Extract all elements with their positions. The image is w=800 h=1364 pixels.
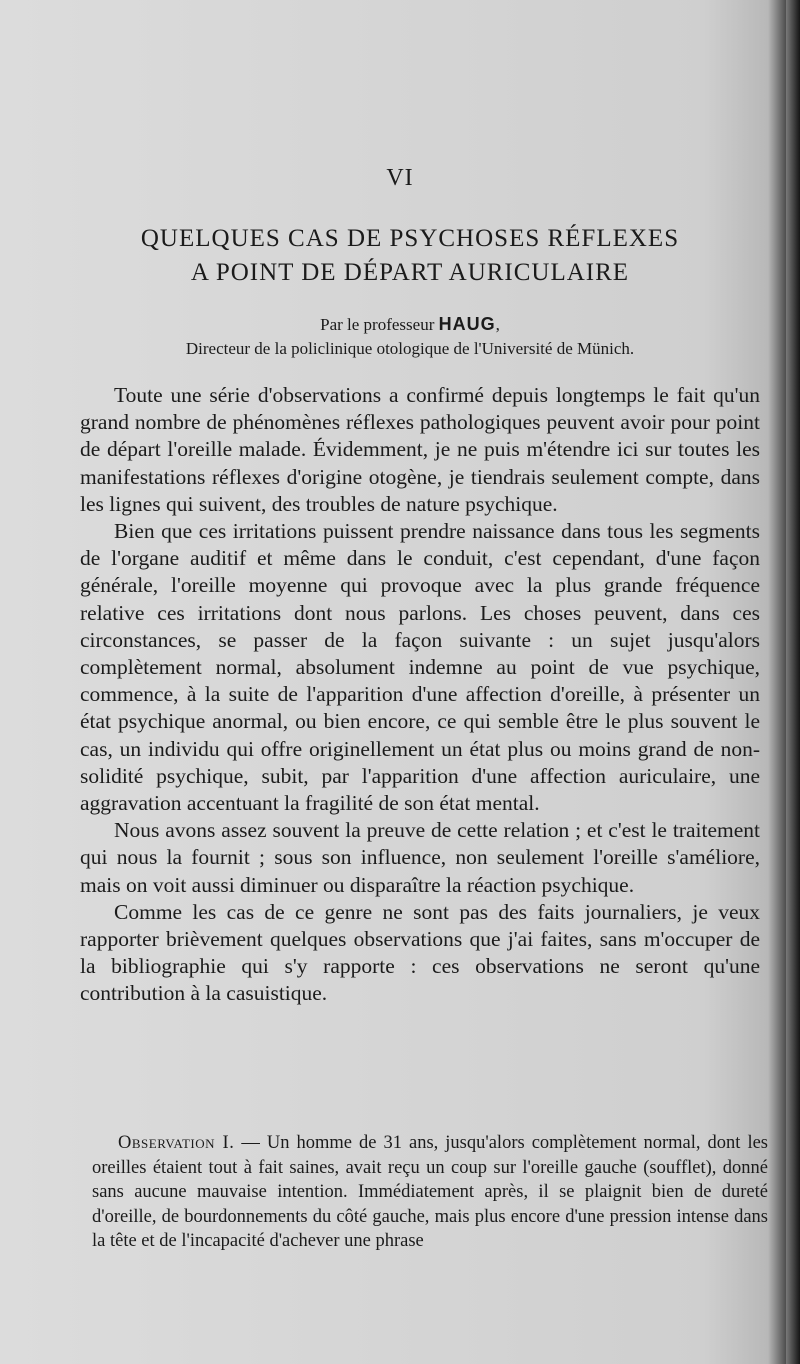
observation-block — [92, 1131, 768, 1254]
chapter-title-line-1: QUELQUES CAS DE PSYCHOSES RÉFLEXES — [140, 225, 680, 252]
paragraph: Bien que ces irritations puissent prendre naissance dans tous les segments de l'organe auditif et même dans le conduit, c'est cependant, d'une façon générale, l'oreille moyenne qui provoque avec la plus grande fréquence relative ces irritations dont nous parlons. Les choses peuvent, dans ces circonstances, se passer de la façon suivante : un sujet jusqu'alors complètement normal, absolument indemne au point de vue psychique, commence, à la suite de l'apparition d'une affection d'oreille, à présenter un état psychique anormal, ou bien encore, ce qui semble être le plus souvent le cas, un individu qui offre originellement un état plus ou moins grand de non-solidité psychique, subit, par l'apparition d'une affection auriculaire, une aggravation accentuant la fragilité de son état mental. — [80, 519, 760, 816]
byline — [60, 312, 760, 361]
paragraph: Toute une série d'observations a confirmé depuis longtemps le fait qu'un grand nombre de phénomènes réflexes pathologiques peuvent avoir pour point de départ l'oreille malade. Évidemment, je ne puis m'étendre ici sur toutes les manifestations réflexes d'origine otogène, je tiendrais seulement compte, dans les lignes qui suivent, des troubles de nature psychique. — [80, 383, 760, 516]
observation-text: — Un homme de 31 ans, jusqu'alors complètement normal, dont les oreilles étaient tout à fait saines, avait reçu un coup sur l'oreille gauche (soufflet), donné sans aucune mauvaise intention. Immédiatement après, il se plaignit bien de dureté d'oreille, de bourdonnements du côté gauche, mais plus encore d'une pression intense dans la tête et de l'incapacité d'achever une phrase — [92, 1133, 768, 1251]
chapter-title — [60, 222, 760, 290]
observation-label: Observation I. — [118, 1133, 235, 1153]
author-name: HAUG — [438, 314, 496, 334]
author-suffix: , — [495, 315, 500, 334]
paragraph: Comme les cas de ce genre ne sont pas des faits journaliers, je veux rapporter brièvement quelques observations que j'ai faites, sans m'occuper de la bibliographie qui s'y rapporte : ces observations ne seront qu'une contribution à la casuistique. — [80, 899, 760, 1006]
page-gutter-shadow — [786, 0, 800, 1364]
author-line — [60, 312, 760, 337]
chapter-title-line-2: A POINT DE DÉPART AURICULAIRE — [190, 259, 630, 286]
author-prefix: Par le professeur — [320, 315, 439, 334]
observation-paragraph — [92, 1131, 768, 1254]
chapter-number: VI — [386, 165, 414, 191]
paragraph: Nous avons assez souvent la preuve de cette relation ; et c'est le traitement qui nous la fournit ; sous son influence, non seulement l'oreille s'améliore, mais on voit aussi diminuer ou disparaître la réaction psychique. — [80, 818, 760, 897]
body-text — [80, 382, 760, 1008]
author-affiliation: Directeur de la policlinique otologique de l'Université de Münich. — [185, 339, 635, 358]
